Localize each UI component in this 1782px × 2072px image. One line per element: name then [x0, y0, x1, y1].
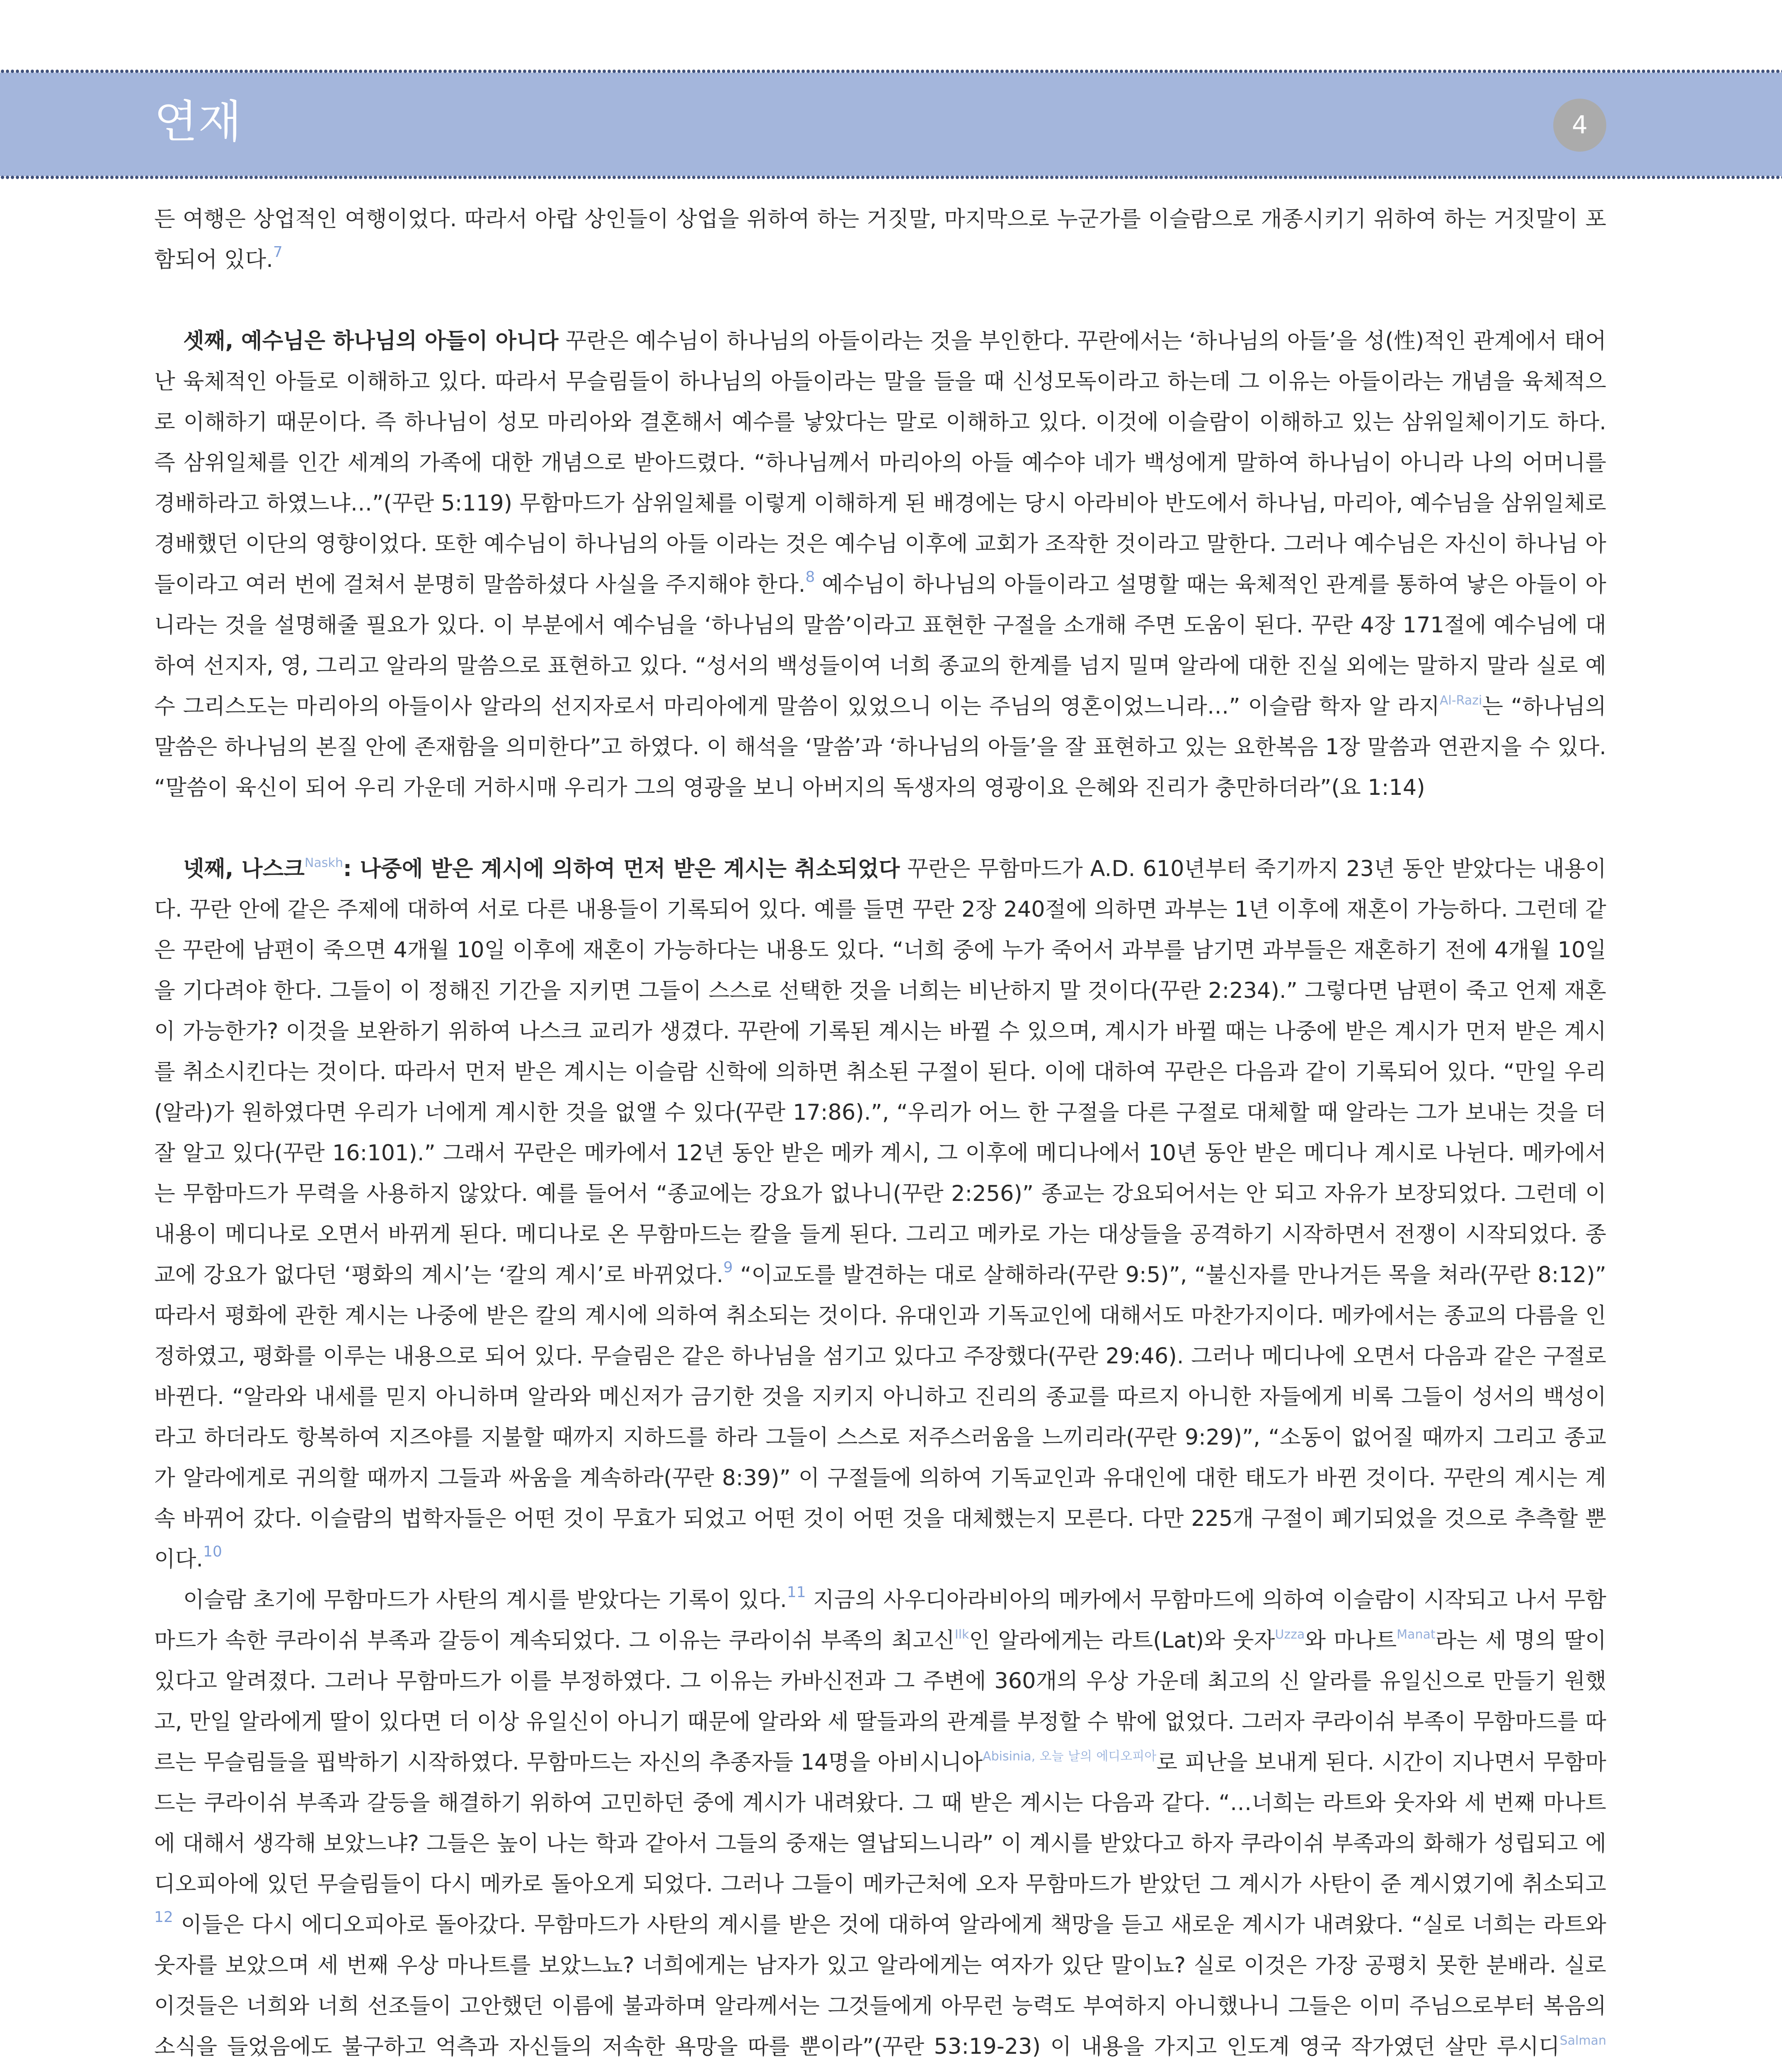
- gloss-annotation: Uzza: [1275, 1627, 1305, 1642]
- gloss-annotation: Manat: [1397, 1627, 1436, 1642]
- footnote-ref[interactable]: 8: [805, 569, 815, 586]
- section-heading: 넷째, 나스크: [183, 856, 305, 881]
- paragraph-gap: [154, 808, 1606, 849]
- paragraph-text: “이교도를 발견하는 대로 살해하라(꾸란 9:5)”, “불신자를 만나거든 목을 쳐라(꾸란 8:12)” 따라서 평화에 관한 계시는 나중에 받은 칼의 계시에 의하여 취소되는 것이다. 유대인과 기독교인에 대해서도 마찬가지이다. 메카에서는 종교의 다름을 인정하였고, 평화를 이루는 내용으로 되어 있다. 무슬림은 같은 하나님을 섬기고 있다고 주장했다(꾸란 29:46). 그러나 메디나에 오면서 다음과 같은 구절로 바뀐다. “알라와 내세를 믿지 아니하며 알라와 메신저가 금기한 것을 지키지 아니하고 진리의 종교를 따르지 아니한 자들에게 비록 그들이 성서의 백성이라고 하더라도 항복하여 지즈야를 지불할 때까지 지하드를 하라 그들이 스스로 저주스러움을 느끼리라(꾸란 9:29)”, “소동이 없어질 때까지 그리고 종교가 알라에게로 귀의할 때까지 그들과 싸움을 계속하라(꾸란 8:39)” 이 구절들에 의하여 기독교인과 유대인에 대한 태도가 바뀐 것이다. 꾸란의 계시는 계속 바뀌어 갔다. 이슬람의 법학자들은 어떤 것이 무효가 되었고 어떤 것이 어떤 것을 대체했는지 모른다. 다만 225개 구절이 폐기되었을 것으로 추측할 뿐이다.: [154, 1262, 1606, 1572]
- gloss-annotation: Ilk: [954, 1627, 969, 1642]
- paragraph-gap: [154, 280, 1606, 321]
- footnote-ref[interactable]: 12: [154, 1909, 173, 1926]
- paragraph-text: 인 알라에게는 라트(Lat)와 웃자: [969, 1628, 1275, 1653]
- paragraph-text: 꾸란은 무함마드가 A.D. 610년부터 죽기까지 23년 동안 받았다는 내용이다. 꾸란 안에 같은 주제에 대하여 서로 다른 내용들이 기록되어 있다. 예를 들면 꾸란 2장 240절에 의하면 과부는 1년 이후에 재혼이 가능하다. 그런데 같은 꾸란에 남편이 죽으면 4개월 10일 이후에 재혼이 가능하다는 내용도 있다. “너희 중에 누가 죽어서 과부를 남기면 과부들은 재혼하기 전에 4개월 10일을 기다려야 한다. 그들이 이 정해진 기간을 지키면 그들이 스스로 선택한 것을 너희는 비난하지 말 것이다(꾸란 2:234).” 그렇다면 남편이 죽고 언제 재혼이 가능한가? 이것을 보완하기 위하여 나스크 교리가 생겼다. 꾸란에 기록된 계시는 바뀔 수 있으며, 계시가 바뀔 때는 나중에 받은 계시가 먼저 받은 계시를 취소시킨다는 것이다. 따라서 먼저 받은 계시는 이슬람 신학에 의하면 취소된 구절이 된다. 이에 대하여 꾸란은 다음과 같이 기록되어 있다. “만일 우리(알라)가 원하였다면 우리가 너에게 계시한 것을 없앨 수 있다(꾸란 17:86).”, “우리가 어느 한 구절을 다른 구절로 대체할 때 알라는 그가 보내는 것을 더 잘 알고 있다(꾸란 16:101).” 그래서 꾸란은 메카에서 12년 동안 받은 메카 계시, 그 이후에 메디나에서 10년 동안 받은 메디나 계시로 나뉜다. 메카에서는 무함마드가 무력을 사용하지 않았다. 예를 들어서 “종교에는 강요가 없나니(꾸란 2:256)” 종교는 강요되어서는 안 되고 자유가 보장되었다. 그런데 이 내용이 메디나로 오면서 바뀌게 된다. 메디나로 온 무함마드는 칼을 들게 된다. 그리고 메카로 가는 대상들을 공격하기 시작하면서 전쟁이 시작되었다. 종교에 강요가 없다던 ‘평화의 계시’는 ‘칼의 계시’로 바뀌었다.: [154, 856, 1606, 1288]
- section-heading: : 나중에 받은 계시에 의하여 먼저 받은 계시는 취소되었다: [343, 856, 900, 881]
- article-body: [154, 199, 1606, 2072]
- header-band: [0, 73, 1782, 176]
- footnote-ref[interactable]: 10: [203, 1543, 222, 1560]
- paragraph-third-point: [154, 321, 1606, 808]
- gloss-annotation: Naskh: [305, 856, 343, 870]
- paragraph-text: 라는 세 명의 딸이 있다고 알려졌다. 그러나 무함마드가 이를 부정하였다. 그 이유는 카바신전과 그 주변에 360개의 우상 가운데 최고의 신 알라를 유일신으로 만들기 원했고, 만일 알라에게 딸이 있다면 더 이상 유일신이 아니기 때문에 알라와 세 딸들과의 관계를 부정할 수 밖에 없었다. 그러자 쿠라이쉬 부족이 무함마드를 따르는 무슬림들을 핍박하기 시작하였다. 무함마드는 자신의 추종자들 14명을 아비시니아: [154, 1628, 1606, 1775]
- paragraph-text: 로 피난을 보내게 된다. 시간이 지나면서 무함마드는 쿠라이쉬 부족과 갈등을 해결하기 위하여 고민하던 중에 계시가 내려왔다. 그 때 받은 계시는 다음과 같다. “…너희는 라트와 웃자와 세 번째 마나트에 대해서 생각해 보았느냐? 그들은 높이 나는 학과 같아서 그들의 중재는 열납되느니라” 이 계시를 받았다고 하자 쿠라이쉬 부족과의 화해가 성립되고 에디오피아에 있던 무슬림들이 다시 메카로 돌아오게 되었다. 그러나 그들이 메카근처에 오자 무함마드가 받았던 그 계시가 사탄이 준 계시였기에 취소되고: [154, 1750, 1607, 1897]
- footnote-ref[interactable]: 9: [723, 1259, 733, 1276]
- paragraph-text: 와 마나트: [1305, 1628, 1397, 1653]
- footnote-ref[interactable]: 11: [787, 1584, 806, 1601]
- paragraph-text: 이들은 다시 에디오피아로 돌아갔다. 무함마드가 사탄의 계시를 받은 것에 대하여 알라에게 책망을 듣고 새로운 계시가 내려왔다. “실로 너희는 라트와 웃자를 보았으며 세 번째 우상 마나트를 보았느뇨? 너희에게는 남자가 있고 알라에게는 여자가 있단 말이뇨? 실로 이것은 가장 공평치 못한 분배라. 실로 이것들은 너희와 너희 선조들이 고안했던 이름에 불과하며 알라께서는 그것들에게 아무런 능력도 부여하지 아니했나니 그들은 이미 주님으로부터 복음의 소식을 들었음에도 불구하고 억측과 자신들의 저속한 욕망을 따를 뿐이라”(꾸란 53:19-23) 이 내용을 가지고 인도계 영국 작가였던 살만 루시디: [154, 1912, 1606, 2059]
- paragraph-text: 지금의 사우디아라비아의 메카에서 무함마드에 의하여 이슬람이 시작되고 나서 무함마드가 속한 쿠라이쉬 부족과 갈등이 계속되었다. 그 이유는 쿠라이쉬 부족의 최고신: [154, 1587, 1606, 1653]
- paragraph-fourth-point: [154, 849, 1606, 1580]
- paragraph-satanic-verses: [154, 1580, 1606, 2072]
- gloss-annotation: Al-Razi: [1439, 693, 1482, 708]
- paragraph-text: 든 여행은 상업적인 여행이었다. 따라서 아랍 상인들이 상업을 위하여 하는 거짓말, 마지막으로 누군가를 이슬람으로 개종시키기 위하여 하는 거짓말이 포함되어 있다.: [154, 206, 1606, 272]
- paragraph-text: 예수님이 하나님의 아들이라고 설명할 때는 육체적인 관계를 통하여 낳은 아들이 아니라는 것을 설명해줄 필요가 있다. 이 부분에서 예수님을 ‘하나님의 말씀’이라고 표현한 구절을 소개해 주면 도움이 된다. 꾸란 4장 171절에 예수님에 대하여 선지자, 영, 그리고 알라의 말씀으로 표현하고 있다. “성서의 백성들이여 너희 종교의 한계를 넘지 밀며 알라에 대한 진실 외에는 말하지 말라 실로 예수 그리스도는 마리아의 아들이사 알라의 선지자로서 마리아에게 말씀이 있었으니 이는 주님의 영혼이었느니라…” 이슬람 학자 알 라지: [154, 572, 1606, 719]
- paragraph-text: 이슬람 초기에 무함마드가 사탄의 계시를 받았다는 기록이 있다.: [183, 1587, 787, 1612]
- section-title: 연재: [154, 96, 242, 148]
- paragraph-text: 꾸란은 예수님이 하나님의 아들이라는 것을 부인한다. 꾸란에서는 ‘하나님의 아들’을 성(性)적인 관계에서 태어난 육체적인 아들로 이해하고 있다. 따라서 무슬림들이 하나님의 아들이라는 말을 들을 때 신성모독이라고 하는데 그 이유는 아들이라는 개념을 육체적으로 이해하기 때문이다. 즉 하나님이 성모 마리아와 결혼해서 예수를 낳았다는 말로 이해하고 있다. 이것에 이슬람이 이해하고 있는 삼위일체이기도 하다. 즉 삼위일체를 인간 세계의 가족에 대한 개념으로 받아드렸다. “하나님께서 마리아의 아들 예수야 네가 백성에게 말하여 하나님이 아니라 나의 어머니를 경배하라고 하였느냐…”(꾸란 5:119) 무함마드가 삼위일체를 이렇게 이해하게 된 배경에는 당시 아라비아 반도에서 하나님, 마리아, 예수님을 삼위일체로 경배했던 이단의 영향이었다. 또한 예수님이 하나님의 아들 이라는 것은 예수님 이후에 교회가 조작한 것이라고 말한다. 그러나 예수님은 자신이 하나님 아들이라고 여러 번에 걸쳐서 분명히 말씀하셨다 사실을 주지해야 한다.: [154, 328, 1606, 597]
- gloss-annotation: Abisinia, 오늘 날의 에디오피아: [983, 1749, 1157, 1764]
- page-number-badge: 4: [1553, 99, 1606, 152]
- footnote-ref[interactable]: 7: [273, 244, 283, 261]
- section-heading: 셋째, 예수님은 하나님의 아들이 아니다: [183, 328, 559, 353]
- paragraph-continuation: [154, 199, 1606, 280]
- gloss-annotation: Salman: [1559, 2033, 1606, 2048]
- paragraph-text: 는 “하나님의 말씀은 하나님의 본질 안에 존재함을 의미한다”고 하였다. 이 해석을 ‘말씀’과 ‘하나님의 아들’을 잘 표현하고 있는 요한복음 1장 말씀과 연관지을 수 있다. “말씀이 육신이 되어 우리 가운데 거하시매 우리가 그의 영광을 보니 아버지의 독생자의 영광이요 은혜와 진리가 충만하더라”(요 1:14): [154, 694, 1606, 800]
